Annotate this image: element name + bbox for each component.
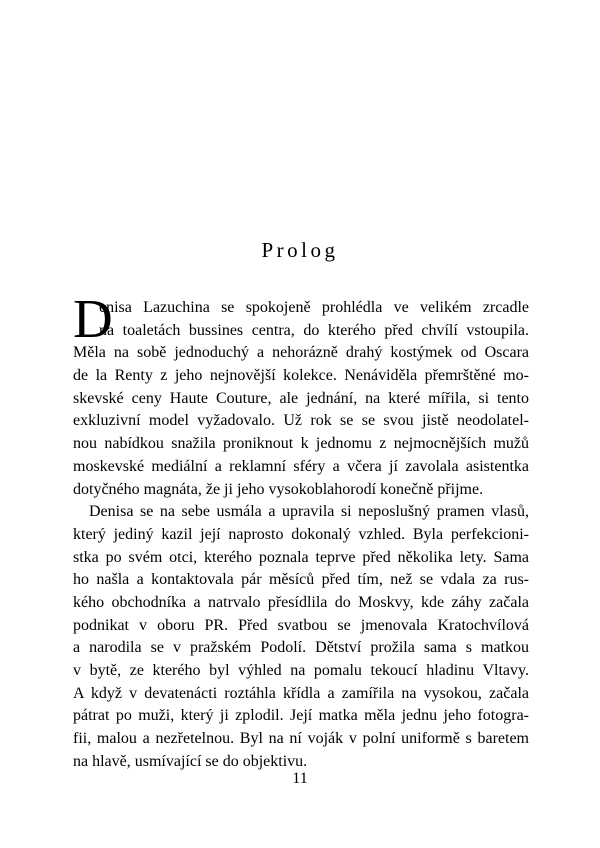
text-line: fii, malou a nezřetelnou. Byl na ní voják v polní uniformě s baretem xyxy=(73,730,529,748)
text-line: exkluzivní model vyžadovalo. Už rok se se svou jistě neodolatel- xyxy=(73,412,529,430)
text-line: A když v devatenácti roztáhla křídla a zamířila na vysokou, začala xyxy=(73,684,529,702)
text-line: a narodila se v pražském Podolí. Dětství prožila sama s matkou xyxy=(73,639,529,657)
text-line: dotyčného magnáta, že ji jeho vysokoblahorodí konečně přijme. xyxy=(73,480,484,498)
paragraph-1 xyxy=(73,288,529,501)
text-line: stka po svém otci, kterého poznala teprve před několika lety. Sama xyxy=(73,548,529,566)
paragraph-2 xyxy=(73,501,529,773)
text-line: ho našla a kontaktovala pár měsíců před tím, než se vdala za rus- xyxy=(73,571,529,589)
text-line: který jediný kazil její naprosto dokonalý vzhled. Byla perfekcioni- xyxy=(73,525,529,543)
text-line: Denisa se na sebe usmála a upravila si neposlušný pramen vlasů, xyxy=(89,503,529,521)
text-line: skevské ceny Haute Couture, ale jednání, na které mířila, si tento xyxy=(73,389,529,407)
text-line: enisa Lazuchina se spokojeně prohlédla ve velikém zrcadle xyxy=(99,299,529,316)
text-line: de la Renty z jeho nejnovější kolekce. Nenáviděla přemrštěné mo- xyxy=(73,367,529,385)
text-line: kého obchodníka a natrvalo přesídlila do Moskvy, kde záhy začala xyxy=(73,593,529,611)
body-text xyxy=(73,288,529,773)
chapter-title: Prolog xyxy=(261,238,339,262)
text-line: podnikat v oboru PR. Před svatbou se jmenovala Kratochvílová xyxy=(73,616,529,634)
text-line: Měla na sobě jednoduchý a nehorázně drahý kostýmek od Oscara xyxy=(73,344,529,362)
text-line: na hlavě, usmívající se do objektivu. xyxy=(73,752,308,770)
text-line: nou nabídkou snažila proniknout k jednomu z nejmocnějších mužů xyxy=(73,435,529,453)
text-line: v bytě, ze kterého byl výhled na pomalu tekoucí hladinu Vltavy. xyxy=(73,662,529,679)
page-number: 11 xyxy=(292,770,308,787)
text-line: pátrat po muži, který ji zplodil. Její matka měla jednu jeho fotogra- xyxy=(73,707,529,725)
text-line: moskevské mediální a reklamní sféry a včera jí zavolala asistentka xyxy=(73,457,529,475)
drop-cap: D xyxy=(73,288,113,349)
text-line: na toaletách bussines centra, do kterého před chvílí vstoupila. xyxy=(99,321,529,339)
